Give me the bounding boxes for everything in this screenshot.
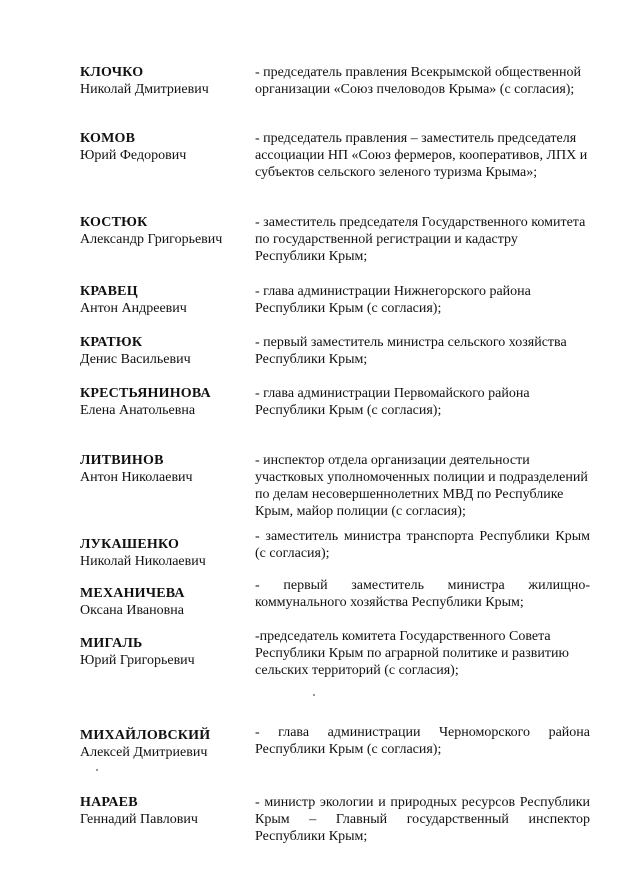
member-position: - глава администрации Черноморского района Республики Крым (с согласия); xyxy=(255,725,590,757)
member-surname: ЛИТВИНОВ xyxy=(80,453,164,468)
member-name-block xyxy=(80,64,250,98)
member-surname: КОМОВ xyxy=(80,131,136,146)
member-name-block xyxy=(80,536,250,570)
member-surname: МЕХАНИЧЕВА xyxy=(80,586,185,601)
scan-speck xyxy=(313,694,315,696)
member-name-block xyxy=(80,385,250,419)
member-surname: КРАТЮК xyxy=(80,335,143,350)
member-position: - председатель правления – заместитель председателя ассоциации НП «Союз фермеров, кооперативов, ЛПХ и субъектов сельского зеленого туризма Крыма»; xyxy=(255,131,588,180)
member-given-names: Александр Григорьевич xyxy=(80,232,223,247)
member-surname: КРЕСТЬЯНИНОВА xyxy=(80,386,211,401)
member-position: -председатель комитета Государственного Совета Республики Крым по аграрной политике и развитию сельских территорий (с согласия); xyxy=(255,629,569,678)
member-given-names: Денис Васильевич xyxy=(80,352,191,367)
member-name-block xyxy=(80,334,250,368)
member-name-block xyxy=(80,214,250,248)
member-position: - инспектор отдела организации деятельности участковых уполномоченных полиции и подразделений по делам несовершеннолетних МВД по Республике Крым, майор полиции (с согласия); xyxy=(255,453,588,519)
member-position: - заместитель председателя Государственного комитета по государственной регистрации и кадастру Республики Крым; xyxy=(255,215,586,264)
member-position: - первый заместитель министра жилищно-коммунального хозяйства Республики Крым; xyxy=(255,578,590,610)
member-given-names: Алексей Дмитриевич xyxy=(80,745,208,760)
member-position: - председатель правления Всекрымской общественной организации «Союз пчеловодов Крыма» (с согласия); xyxy=(255,65,581,97)
member-name-block xyxy=(80,130,250,164)
member-name-block xyxy=(80,727,250,761)
member-given-names: Геннадий Павлович xyxy=(80,812,198,827)
member-given-names: Антон Николаевич xyxy=(80,470,193,485)
member-surname: КОСТЮК xyxy=(80,215,148,230)
scan-speck xyxy=(96,769,98,771)
member-name-block xyxy=(80,585,250,619)
member-given-names: Николай Николаевич xyxy=(80,554,206,569)
member-given-names: Юрий Федорович xyxy=(80,148,187,163)
member-position: - глава администрации Нижнегорского района Республики Крым (с согласия); xyxy=(255,284,531,316)
member-surname: МИГАЛЬ xyxy=(80,636,143,651)
member-surname: КРАВЕЦ xyxy=(80,284,138,299)
member-surname: МИХАЙЛОВСКИЙ xyxy=(80,728,211,743)
member-position: - министр экологии и природных ресурсов Республики Крым – Главный государственный инспектор Республики Крым; xyxy=(255,795,590,844)
member-position: - первый заместитель министра сельского хозяйства Республики Крым; xyxy=(255,335,567,367)
member-given-names: Николай Дмитриевич xyxy=(80,82,209,97)
member-name-block xyxy=(80,635,250,669)
member-surname: ЛУКАШЕНКО xyxy=(80,537,180,552)
member-given-names: Оксана Ивановна xyxy=(80,603,184,618)
member-name-block xyxy=(80,452,250,486)
member-given-names: Антон Андреевич xyxy=(80,301,187,316)
member-given-names: Юрий Григорьевич xyxy=(80,653,195,668)
member-name-block xyxy=(80,794,250,828)
member-position: - заместитель министра транспорта Республики Крым (с согласия); xyxy=(255,529,590,561)
member-name-block xyxy=(80,283,250,317)
member-surname: КЛОЧКО xyxy=(80,65,144,80)
member-position: - глава администрации Первомайского района Республики Крым (с согласия); xyxy=(255,386,530,418)
member-given-names: Елена Анатольевна xyxy=(80,403,196,418)
member-surname: НАРАЕВ xyxy=(80,795,138,810)
